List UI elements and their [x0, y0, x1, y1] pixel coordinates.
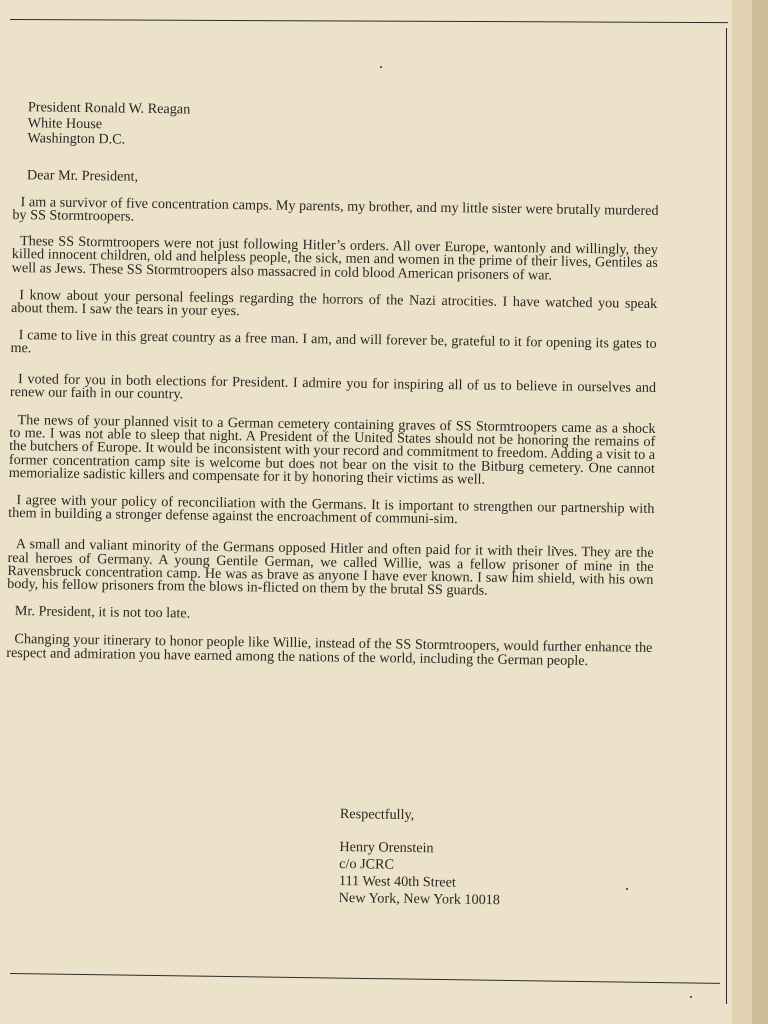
print-speck — [626, 888, 628, 890]
paragraph-2: These SS Stormtroopers were not just following Hitler’s orders. All over Europe, wantonly and willingly, they killed innocent children, old and helpless people, the sick, men and women in the prime of their lives, Gentiles as well as Jews. These SS Stormtroopers also massacred in cold blood American prisoners of war. — [11, 233, 659, 284]
paragraph-5: I voted for you in both elections for President. I admire you for inspiring all of us to believe in ourselves and renew our faith in our country. — [9, 370, 657, 403]
paragraph-3: I know about your personal feelings regarding the horrors of the Nazi atrocities. I have watched you speak about them. I saw the tears in your eyes. — [10, 286, 658, 320]
frame-top-rule — [10, 19, 728, 23]
closing-block — [339, 806, 502, 909]
recipient-address — [27, 100, 660, 155]
print-speck — [690, 996, 692, 998]
frame-bottom-rule — [10, 973, 720, 984]
frame-right-rule — [726, 28, 727, 1004]
sender-name: Henry Orenstein — [339, 838, 434, 857]
recipient-name: President Ronald W. Reagan — [27, 99, 191, 118]
signature-block — [339, 839, 501, 909]
salutation: Dear Mr. President, — [26, 166, 139, 185]
recipient-line-2: White House — [27, 114, 103, 132]
print-speck — [380, 66, 382, 68]
sender-care-of: c/o JCRC — [339, 855, 395, 873]
paragraph-4: I came to live in this great country as a free man. I am, and will forever be, grateful to it for opening its gates to me. — [10, 327, 657, 357]
sender-street: 111 West 40th Street — [338, 872, 457, 891]
paragraph-7: I agree with your policy of reconciliation with the Germans. It is important to strengthen our partnership with them in building a stronger defense against the encroachment of communi-sim. — [8, 492, 655, 528]
paragraph-10: Changing your itinerary to honor people like Willie, instead of the SS Stormtroopers, would further enhance the respect and admiration you have earned among the nations of the world, including the German people. — [6, 631, 653, 669]
paragraph-1: I am a survivor of five concentration camps. My parents, my brother, and my little sister were brutally murdered by SS Stormtroopers. — [12, 193, 659, 225]
letter-body — [6, 100, 660, 669]
recipient-line-3: Washington D.C. — [27, 130, 126, 148]
paragraph-6: The news of your planned visit to a German cemetery containing graves of SS Stormtroopers came as a shock to me. I was not able to sleep that night. A President of the United States should not be honoring the remains of the butchers of Europe. It would be inconsistent with your record and commitment to freedom. Adding a visit to a former concentration camp site is welcome but does not bear on the visit to the Bitburg cemetery. One cannot memorialize sadistic killers and compensate for it by honoring their victims as well. — [8, 412, 656, 488]
page-edge-shadow — [752, 0, 768, 1024]
paragraph-8: A small and valiant minority of the Germans opposed Hitler and often paid for it with their lives. They are the real heroes of Germany. A young Gentile German, we called Willie, was a fellow prisoner of mine in the Ravensbruck concentration camp. He was as brave as anyone I have ever known. I saw him shield, with his own body, his fellow prisoners from the blows in-flicted on them by the brutal SS guards. — [7, 536, 654, 599]
paragraph-9: Mr. President, it is not too late. — [14, 603, 191, 622]
sender-city: New York, New York 10018 — [338, 889, 501, 909]
sign-off: Respectfully, — [339, 806, 415, 824]
